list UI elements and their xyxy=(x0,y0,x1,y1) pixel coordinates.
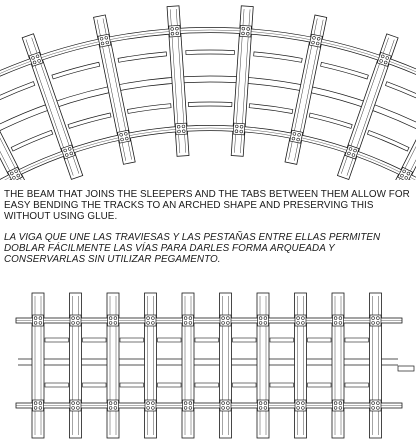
tab-between-sleepers xyxy=(11,130,53,151)
rail-fastening-plate xyxy=(145,400,156,411)
tab-between-sleepers xyxy=(120,338,144,342)
straight-track-drawing xyxy=(0,290,416,441)
rail-fastening-plate xyxy=(333,400,344,411)
rail-fastening-plate xyxy=(295,400,306,411)
caption-english: THE BEAM THAT JOINS THE SLEEPERS AND THE TABS BETWEEN THEM ALLOW FOR EASY BENDING THE TRACKS TO AN ARCHED SHAPE AND PRESERVING THIS WITHOUT USING GLUE. xyxy=(4,189,410,222)
tab-between-sleepers xyxy=(120,383,144,387)
rail-fastening-plate xyxy=(370,315,381,326)
tab-between-sleepers xyxy=(345,383,369,387)
tab-between-sleepers xyxy=(195,383,219,387)
rail-fastening-plate xyxy=(98,34,111,47)
sleeper xyxy=(388,62,416,180)
rail-fastening-plate xyxy=(295,315,306,326)
rail-fastening-plate xyxy=(183,400,194,411)
tab-between-sleepers xyxy=(233,338,257,342)
tab-between-sleepers xyxy=(249,104,293,114)
tab-between-sleepers xyxy=(308,383,332,387)
tab-between-sleepers xyxy=(158,338,182,342)
tab-between-sleepers xyxy=(186,50,235,55)
rail-fastening-plate xyxy=(233,123,245,135)
tab-between-sleepers xyxy=(309,113,352,128)
tab-between-sleepers xyxy=(45,383,69,387)
tab-between-sleepers xyxy=(83,338,107,342)
rail-fastening-plate xyxy=(183,315,194,326)
rail-fastening-plate xyxy=(117,130,130,143)
caption-spanish: LA VIGA QUE UNE LAS TRAVIESAS Y LAS PESTAÑAS ENTRE ELLAS PERMITEN DOBLAR FÁCILMENTE LAS VÍAS PARA DARLES FORMA ARQUEADA Y CONSERVARLAS SIN UTILIZAR PEGAMENTO. xyxy=(4,232,381,265)
tab-between-sleepers xyxy=(385,82,416,105)
tab-between-sleepers xyxy=(45,338,69,342)
rail-fastening-plate xyxy=(309,34,322,47)
tab-between-sleepers xyxy=(270,338,294,342)
curved-track-drawing xyxy=(0,0,416,180)
tab-between-sleepers xyxy=(127,104,171,114)
rail-fastening-plate xyxy=(333,315,344,326)
tab-between-sleepers xyxy=(83,383,107,387)
rail-fastening-plate xyxy=(370,400,381,411)
rail-joiner xyxy=(398,366,414,371)
rail-fastening-plate xyxy=(108,400,119,411)
rail-fastening-plate xyxy=(145,315,156,326)
rail-fastening-plate xyxy=(240,25,252,37)
tab-between-sleepers xyxy=(254,52,303,62)
tab-between-sleepers xyxy=(308,338,332,342)
rail-fastening-plate xyxy=(258,315,269,326)
rail-fastening-plate xyxy=(175,123,187,135)
tab-between-sleepers xyxy=(321,62,369,79)
tab-between-sleepers xyxy=(195,338,219,342)
tab-between-sleepers xyxy=(188,102,232,107)
tab-between-sleepers xyxy=(68,113,111,128)
rail-fastening-plate xyxy=(108,315,119,326)
tab-between-sleepers xyxy=(367,130,409,151)
rail-fastening-plate xyxy=(258,400,269,411)
tab-between-sleepers xyxy=(158,383,182,387)
tab-between-sleepers xyxy=(270,383,294,387)
tab-between-sleepers xyxy=(52,62,100,79)
rail-fastening-plate xyxy=(70,315,81,326)
rail-fastening-plate xyxy=(169,25,181,37)
rail-fastening-plate xyxy=(220,315,231,326)
tab-between-sleepers xyxy=(233,383,257,387)
rail-fastening-plate xyxy=(220,400,231,411)
sleeper xyxy=(0,62,33,180)
rail-fastening-plate xyxy=(33,315,44,326)
tab-between-sleepers xyxy=(345,338,369,342)
tab-between-sleepers xyxy=(0,82,35,105)
rail-fastening-plate xyxy=(33,400,44,411)
rail-fastening-plate xyxy=(70,400,81,411)
rail-fastening-plate xyxy=(290,130,303,143)
tab-between-sleepers xyxy=(118,52,167,62)
